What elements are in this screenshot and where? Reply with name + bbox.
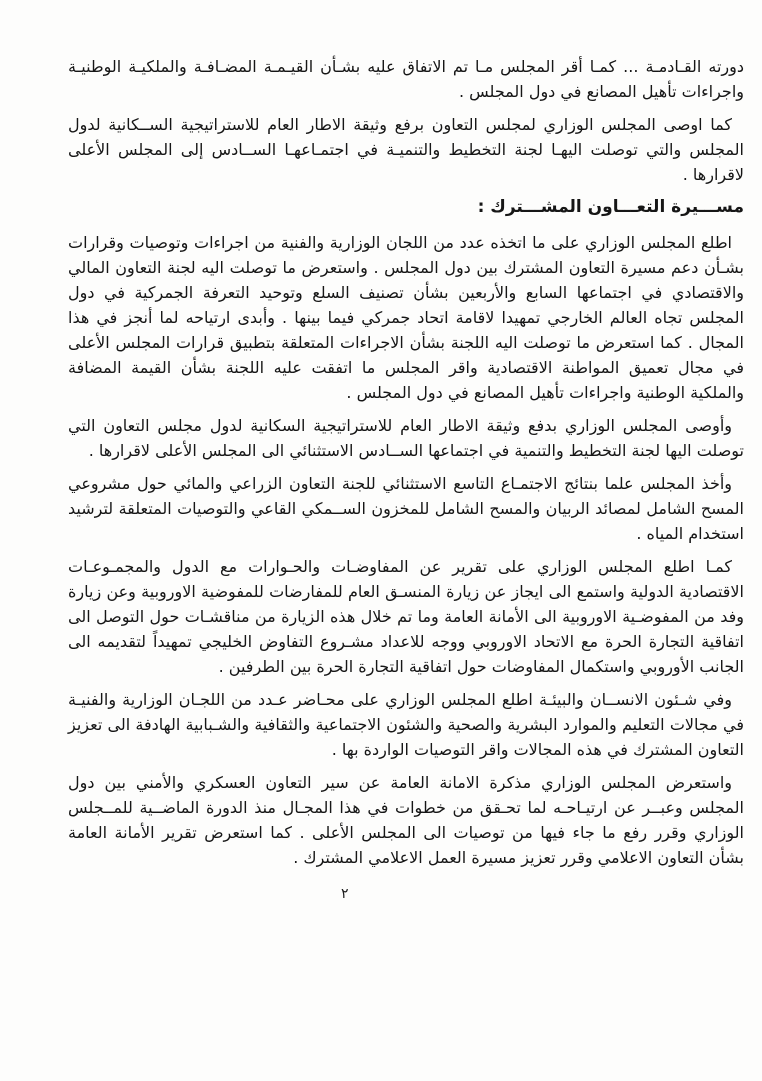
section-heading-joint-cooperation: مســـيرة التعـــاون المشـــترك :	[477, 197, 744, 217]
paragraph-agriculture-water: وأخذ المجلس علما بنتائج الاجتمـاع التاسع الاستثنائي للجنة التعاون الزراعي والمائي حول مشروعي المسح الشامل لمصائد الربيان والمسح الشامل للمخزون الســمكي القاعي والتوصيات المتعلقة لترشيد استخدام المياه .	[68, 474, 744, 543]
paragraph-human-environment-affairs: وفي شـئون الانســان والبيئـة اطلع المجلس الوزاري على محـاضر عـدد من اللجـان الوزارية والفنيـة في مجالات التعليم والموارد البشرية والصحية والشئون الاجتماعية والثقافية والشـبابية الهادفة الى تعزيز التعاون المشترك في هذه المجالات واقر التوصيات الواردة بها .	[68, 690, 744, 759]
paragraph-military-security-media: واستعرض المجلس الوزاري مذكرة الامانة العامة عن سير التعاون العسكري والأمني بين دول المجلس وعبــر عن ارتيـاحـه لما تحـقق من خطوات في هذا المجـال منذ الدورة الماضــية للمــجلس الوزاري وقرر رفع ما جاء فيها من توصيات الى المجلس الأعلى . كما استعرض تقرير الأمانة العامة بشأن التعاون الاعلامي وقرر تعزيز مسيرة العمل الاعلامي المشترك .	[68, 773, 744, 867]
paragraph-population-framework: وأوصى المجلس الوزاري بدفع وثيقة الاطار العام للاستراتيجية السكانية لدول مجلس التعاون التي توصلت اليها لجنة التخطيط والتنمية في اجتماعها الســادس الاستثنائي الى المجلس الأعلى لاقرارها .	[68, 416, 744, 460]
page-number: ٢	[341, 886, 349, 902]
paragraph-continuation: دورته القـادمـة ... كمـا أقر المجلس مـا تم الاتفاق عليه بشـأن القيـمـة المضـافـة والملكيـة الوطنيـة واجراءات تأهيل المصانع في دول المجلس .	[68, 57, 744, 101]
paragraph-eu-negotiations: كمـا اطلع المجلس الوزاري على تقرير عن المفاوضـات والحـوارات مع الدول والمجمـوعـات الاقتصادية الدولية واستمع الى ايجاز عن زيارة المنسـق العام للمفارضات للمفوضية الاوروبية وعن زيارة وفد من المفوضـية الاوروبية الى الأمانة العامة وما تم خلال هذه الزيارة من مناقشـات حول التوصل الى اتفاقية التجارة الحرة مع الاتحاد الاوروبي ووجه للاعداد مشـروع التفاوض الخليجي تمهيداً لتقديمه الى الجانب الأوروبي واستكمال المفاوضات حول اتفاقية التجارة الحرة بين الطرفين .	[68, 557, 744, 676]
paragraph-committees-economic: اطلع المجلس الوزاري على ما اتخذه عدد من اللجان الوزارية والفنية من اجراءات وتوصيات وقرارات بشـأن دعم مسيرة التعاون المشترك بين دول المجلس . واستعرض ما توصلت اليه لجنة التعاون المالي والاقتصادي في اجتماعها السابع والأربعين بشأن تصنيف السلع وتوحيد التعرفة الجمركية في دول المجلس تجاه العالم الخارجي تمهيدا لاقامة اتحاد جمركي فيما بينها . وأبدى ارتياحه لما أنجز في هذا المجال . كما استعرض ما توصلت اليه اللجنة بشأن الاجراءات المتعلقة بتطبيق قرارات المجلس الأعلى في مجال تعميق المواطنة الاقتصادية واقر المجلس ما اتفقت عليه اللجنة بشأن القيمة المضافة والملكية الوطنية واجراءات تأهيل المصانع في دول المجلس .	[68, 233, 744, 402]
paragraph-population-strategy: كما اوصى المجلس الوزاري لمجلس التعاون برفع وثيقة الاطار العام للاستراتيجية الســكانية لدول المجلس والتي توصلت اليهـا لجنة التخطيط والتنميـة في اجتمـاعهـا الســادس إلى المجلس الأعلى لاقرارها .	[68, 115, 744, 184]
document-content	[68, 54, 744, 878]
